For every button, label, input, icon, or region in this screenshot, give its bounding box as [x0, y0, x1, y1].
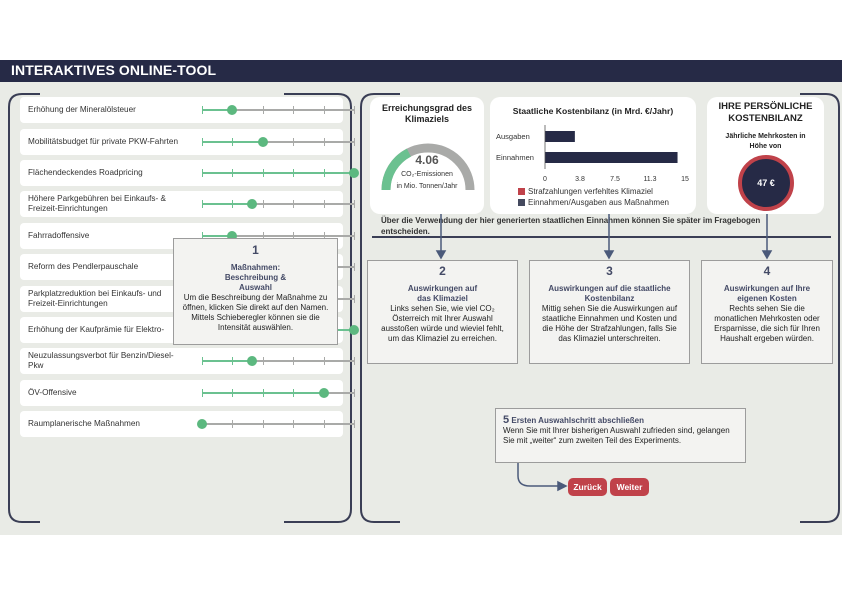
- back-button[interactable]: Zurück: [568, 478, 607, 496]
- climate-title: Erreichungsgrad des Klimaziels: [381, 103, 473, 124]
- tip-1-heading: Maßnahmen: Beschreibung & Auswahl: [224, 263, 287, 292]
- measure-label[interactable]: Höhere Parkgebühren bei Einkaufs- & Freizeit-Einrichtungen: [28, 194, 166, 213]
- app-title: INTERAKTIVES ONLINE-TOOL: [11, 62, 217, 78]
- measure-label[interactable]: Parkplatzreduktion bei Einkaufs- und Freizeit-Einrichtungen: [28, 289, 162, 308]
- tip-5-number: 5: [503, 414, 510, 426]
- climate-caption-2: in Mio. Tonnen/Jahr: [396, 183, 458, 190]
- measure-label[interactable]: Erhöhung der Mineralölsteuer: [28, 105, 136, 114]
- measure-label[interactable]: Fahrradoffensive: [28, 231, 90, 240]
- tip-3-number: 3: [606, 264, 613, 278]
- bar-category-label: Ausgaben: [496, 132, 530, 141]
- tip-3: [529, 260, 690, 364]
- personal-subtitle: Jährliche Mehrkosten in Höhe von: [725, 133, 806, 150]
- climate-value: 4.06: [415, 153, 439, 167]
- x-tick-label: 15: [681, 176, 689, 183]
- legend-penalty-label: Strafzahlungen verfehltes Klimaziel: [528, 187, 653, 196]
- measure-label[interactable]: Erhöhung der Kaufprämie für Elektro-: [28, 325, 165, 334]
- tip-2-number: 2: [439, 264, 446, 278]
- measure-label[interactable]: Mobilitätsbudget für private PKW-Fahrten: [28, 137, 179, 146]
- next-button[interactable]: Weiter: [610, 478, 649, 496]
- revenue-note: Über die Verwendung der hier generierten staatlichen Einnahmen können Sie später im Fragebogen entscheiden.: [381, 216, 761, 236]
- measure-label[interactable]: Flächendeckendes Roadpricing: [28, 168, 143, 177]
- tip-4: [701, 260, 833, 364]
- tip-1-body: Um die Beschreibung der Maßnahme zu öffnen, klicken Sie direkt auf den Namen. Mittels Schieberegler können sie die Intensität auswählen.: [182, 293, 329, 332]
- tip-2: [367, 260, 518, 364]
- measure-label[interactable]: Neuzulassungsverbot für Benzin/Diesel-Pkw: [28, 351, 174, 370]
- personal-amount: 47 €: [757, 178, 775, 188]
- tip-4-heading: Auswirkungen auf Ihre eigenen Kosten: [723, 284, 811, 303]
- tip-4-body: Rechts sehen Sie die monatlichen Mehrkosten oder Ersparnisse, die sich für Ihren Haushalt ergeben würden.: [714, 304, 820, 343]
- tip-3-heading: Auswirkungen auf die staatliche Kostenbilanz: [548, 284, 671, 303]
- budget-title: Staatliche Kostenbilanz (in Mrd. €/Jahr): [512, 106, 674, 116]
- legend-revenue-label: Einnahmen/Ausgaben aus Maßnahmen: [528, 198, 669, 207]
- climate-caption-1: CO₂-Emissionen: [401, 171, 453, 178]
- tip-5-heading: Ersten Auswahlschritt abschließen: [511, 416, 644, 425]
- tip-5: [495, 408, 746, 463]
- bar-category-label: Einnahmen: [496, 153, 534, 162]
- tip-1-number: 1: [252, 243, 259, 257]
- x-tick-label: 11.3: [643, 176, 657, 183]
- measure-label[interactable]: ÖV-Offensive: [28, 388, 77, 397]
- tip-5-body: Wenn Sie mit Ihrer bisherigen Auswahl zufrieden sind, gelangen Sie mit „weiter“ zum zweiten Teil des Experiments.: [503, 426, 730, 445]
- measure-label[interactable]: Raumplanerische Maßnahmen: [28, 419, 140, 428]
- tip-4-number: 4: [763, 264, 771, 278]
- tip-2-body: Links sehen Sie, wie viel CO₂ Österreich mit Ihrer Auswahl ausstoßen würde und wieviel fehlt, um das Klimaziel zu erreichen.: [381, 304, 504, 343]
- x-tick-label: 7.5: [610, 176, 620, 183]
- x-tick-label: 3.8: [575, 176, 585, 183]
- tip-1: [173, 238, 338, 345]
- tip-3-body: Mittig sehen Sie die Auswirkungen auf staatliche Einnahmen und Kosten und die Höhe der Strafzahlungen, falls Sie das Klimaziel unterschreiten.: [541, 304, 678, 343]
- personal-title: IHRE PERSÖNLICHE KOSTENBILANZ: [718, 101, 813, 124]
- x-tick-label: 0: [543, 176, 547, 183]
- measure-label[interactable]: Reform des Pendlerpauschale: [28, 262, 139, 271]
- tip-2-heading: Auswirkungen auf das Klimaziel: [407, 284, 478, 303]
